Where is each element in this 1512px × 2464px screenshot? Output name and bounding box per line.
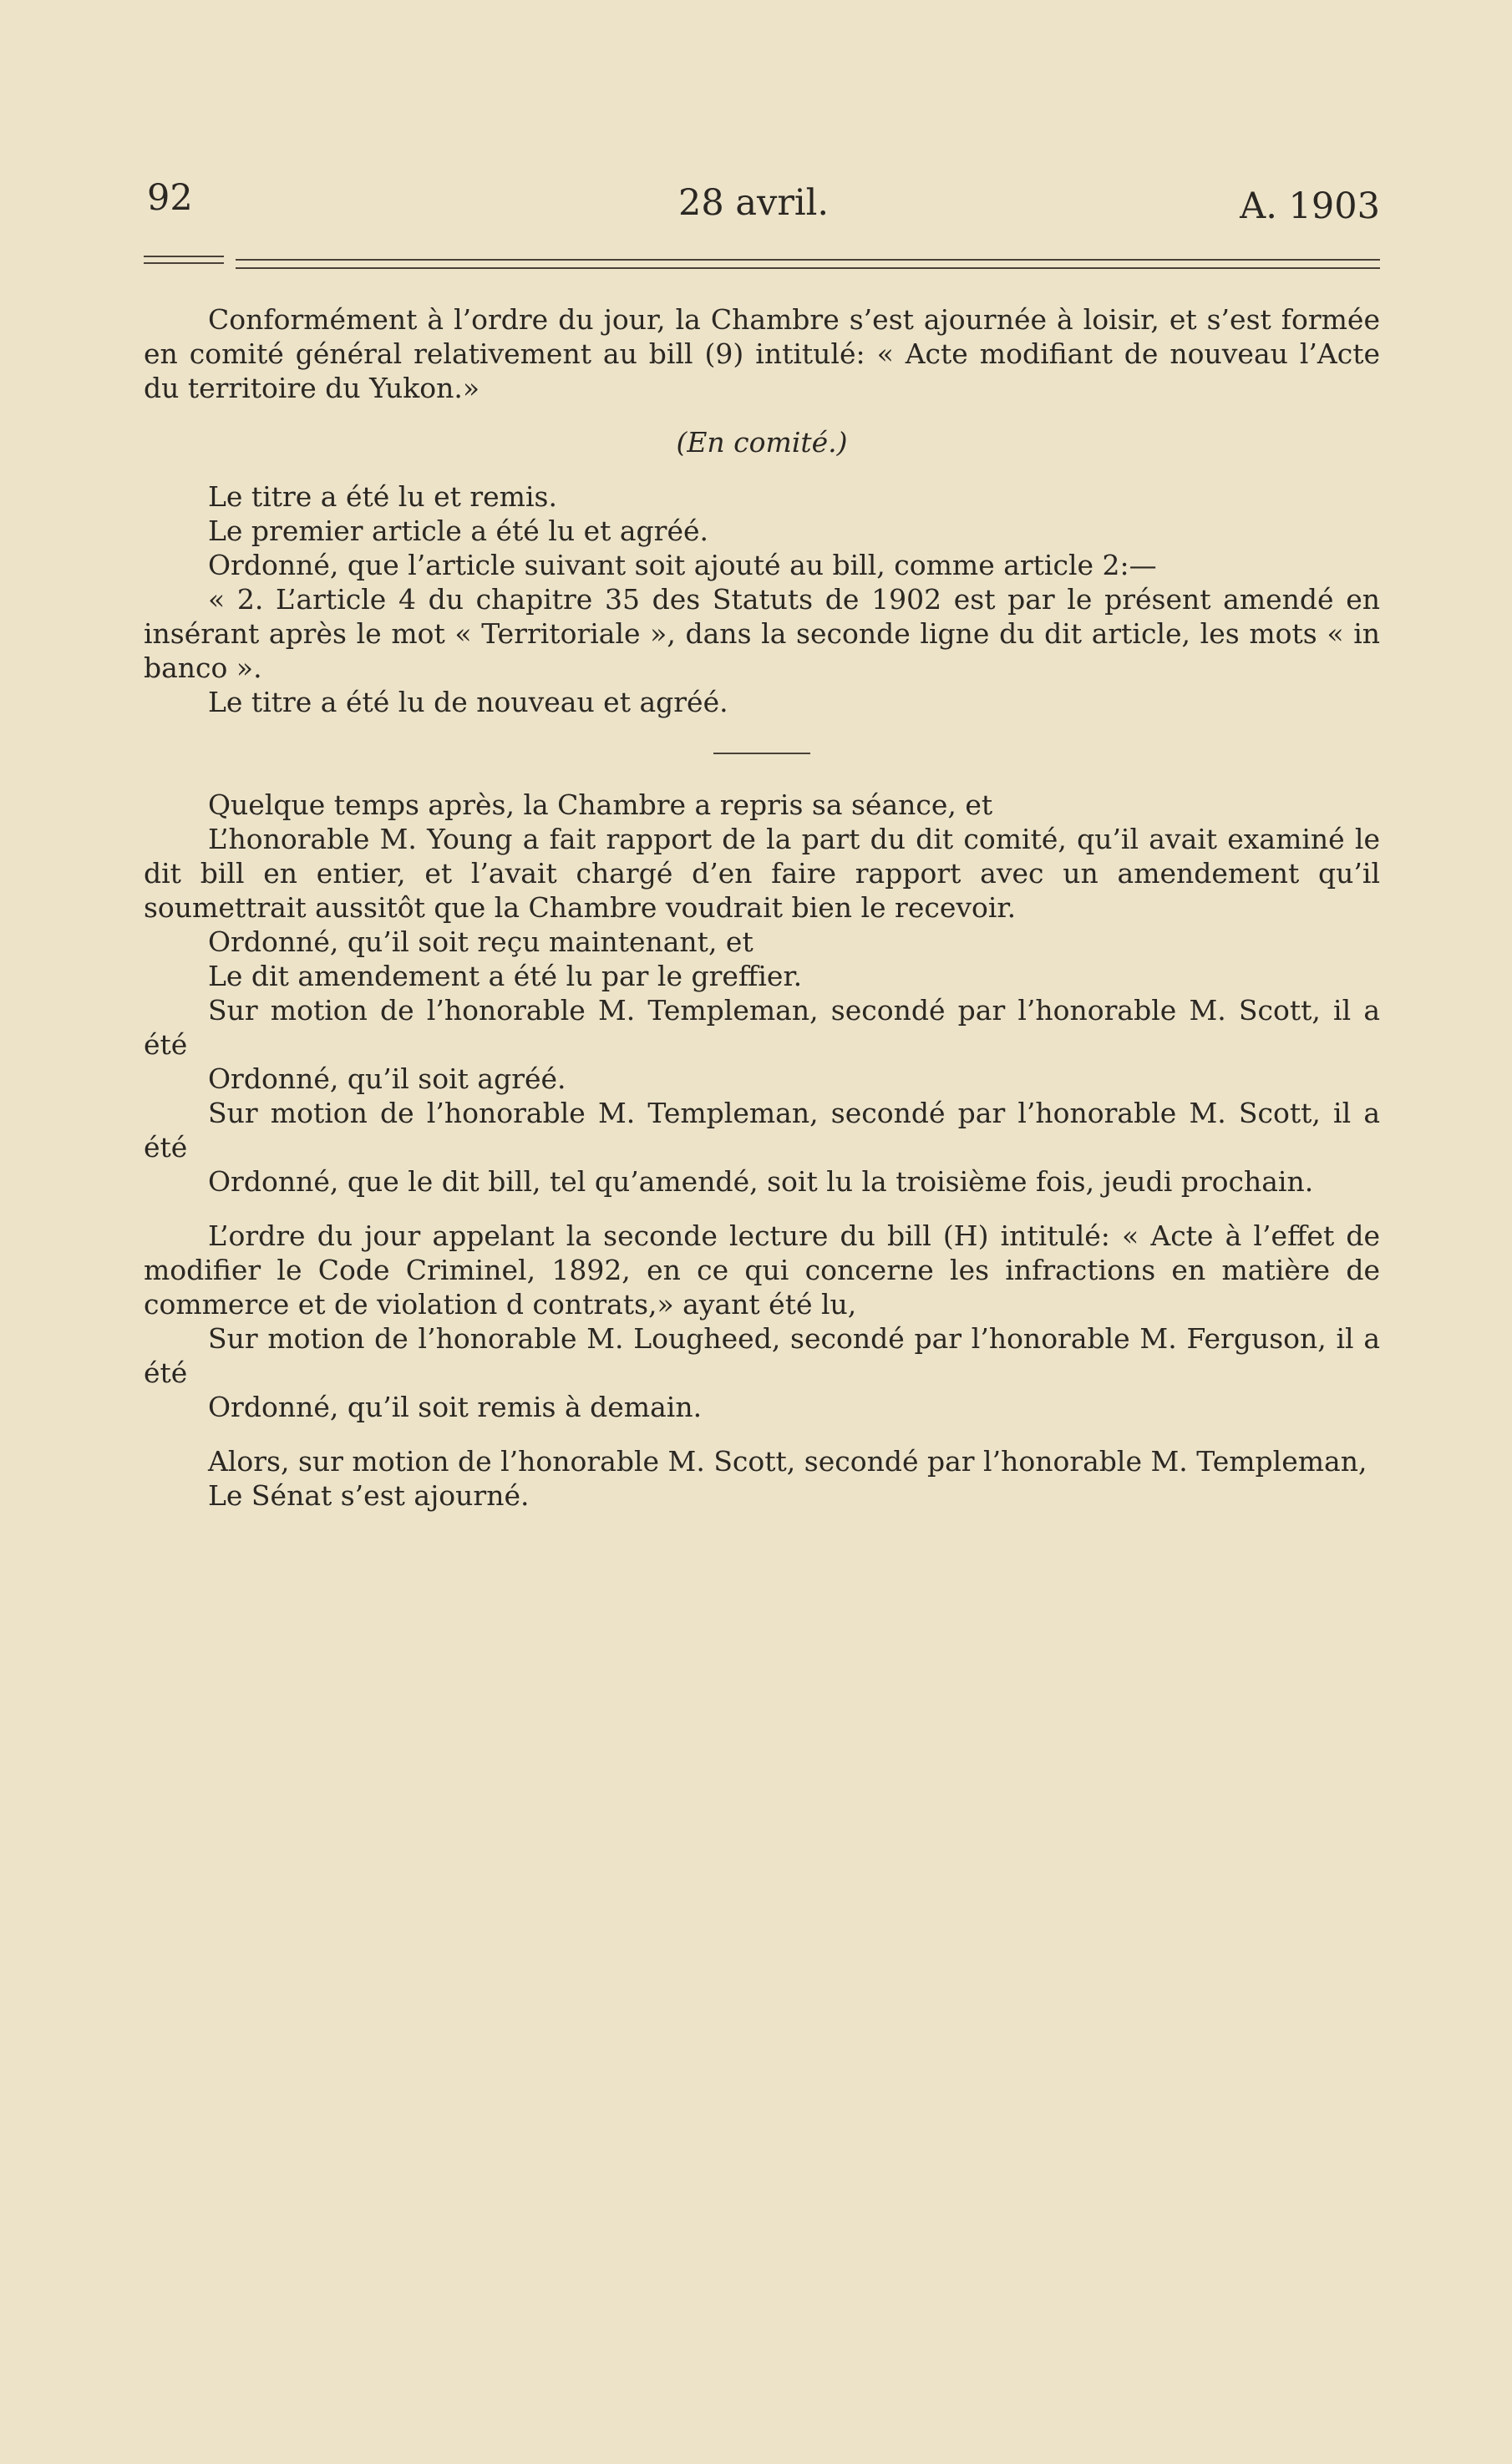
section3-line-3: Ordonné, qu’il soit remis à demain.: [208, 1391, 703, 1423]
section3-line-1: L’ordre du jour appelant la seconde lecture du bill (H) intitulé: « Acte à l’effet de modifier le Code Criminel, 1892, en ce qui concerne les infractions en matière de commerce et de violation d contrats,» ayant été lu,: [144, 1219, 1380, 1321]
page-header: [144, 177, 1380, 236]
section2-line-5: Sur motion de l’honorable M. Templeman, secondé par l’honorable M. Scott, il a été: [144, 994, 1380, 1061]
section2-line-1: Quelque temps après, la Chambre a repris sa séance, et: [208, 788, 993, 821]
section1-line-1: Le titre a été lu et remis.: [208, 480, 557, 513]
committee-heading: (En comité.): [676, 426, 848, 459]
section2-line-7: Sur motion de l’honorable M. Templeman, secondé par l’honorable M. Scott, il a été: [144, 1097, 1380, 1164]
section3-line-2: Sur motion de l’honorable M. Lougheed, secondé par l’honorable M. Ferguson, il a été: [144, 1322, 1380, 1389]
section4-line-2: Le Sénat s’est ajourné.: [208, 1479, 530, 1512]
section2-line-3: Ordonné, qu’il soit reçu maintenant, et: [208, 925, 753, 958]
section1-line-5: Le titre a été lu de nouveau et agréé.: [208, 686, 728, 718]
section2-line-2: L’honorable M. Young a fait rapport de la part du dit comité, qu’il avait examiné le dit bill en entier, et l’avait chargé d’en faire rapport avec un amendement qu’il soumettrait aussitôt que la Chambre voudrait bien le recevoir.: [144, 823, 1380, 924]
page-number: 92: [147, 177, 193, 219]
header-rule-long-2: [236, 267, 1380, 269]
header-rule-short-1: [144, 256, 224, 257]
section1-line-2: Le premier article a été lu et agréé.: [208, 515, 708, 547]
section2-line-4: Le dit amendement a été lu par le greffier.: [208, 960, 803, 992]
section2-line-8: Ordonné, que le dit bill, tel qu’amendé, soit lu la troisième fois, jeudi prochain.: [208, 1165, 1314, 1198]
section1-intro: Conformément à l’ordre du jour, la Chambre s’est ajournée à loisir, et s’est formée en comité général relativement au bill (9) intitulé: « Acte modifiant de nouveau l’Acte du territoire du Yukon.»: [144, 303, 1380, 404]
header-year: A. 1903: [1240, 185, 1380, 227]
section4-line-1: Alors, sur motion de l’honorable M. Scott, secondé par l’honorable M. Templeman,: [208, 1445, 1367, 1478]
header-rule-short-2: [144, 262, 224, 264]
header-rules: [144, 251, 1380, 284]
section2-line-6: Ordonné, qu’il soit agréé.: [208, 1062, 566, 1095]
document-body: [144, 302, 1380, 1513]
section1-line-3: Ordonné, que l’article suivant soit ajouté au bill, comme article 2:—: [208, 549, 1157, 581]
header-rule-long-1: [236, 259, 1380, 261]
section1-line-4: « 2. L’article 4 du chapitre 35 des Statuts de 1902 est par le présent amendé en insérant après le mot « Territoriale », dans la seconde ligne du dit article, les mots « in banco ».: [144, 583, 1380, 684]
header-date: 28 avril.: [678, 182, 830, 224]
